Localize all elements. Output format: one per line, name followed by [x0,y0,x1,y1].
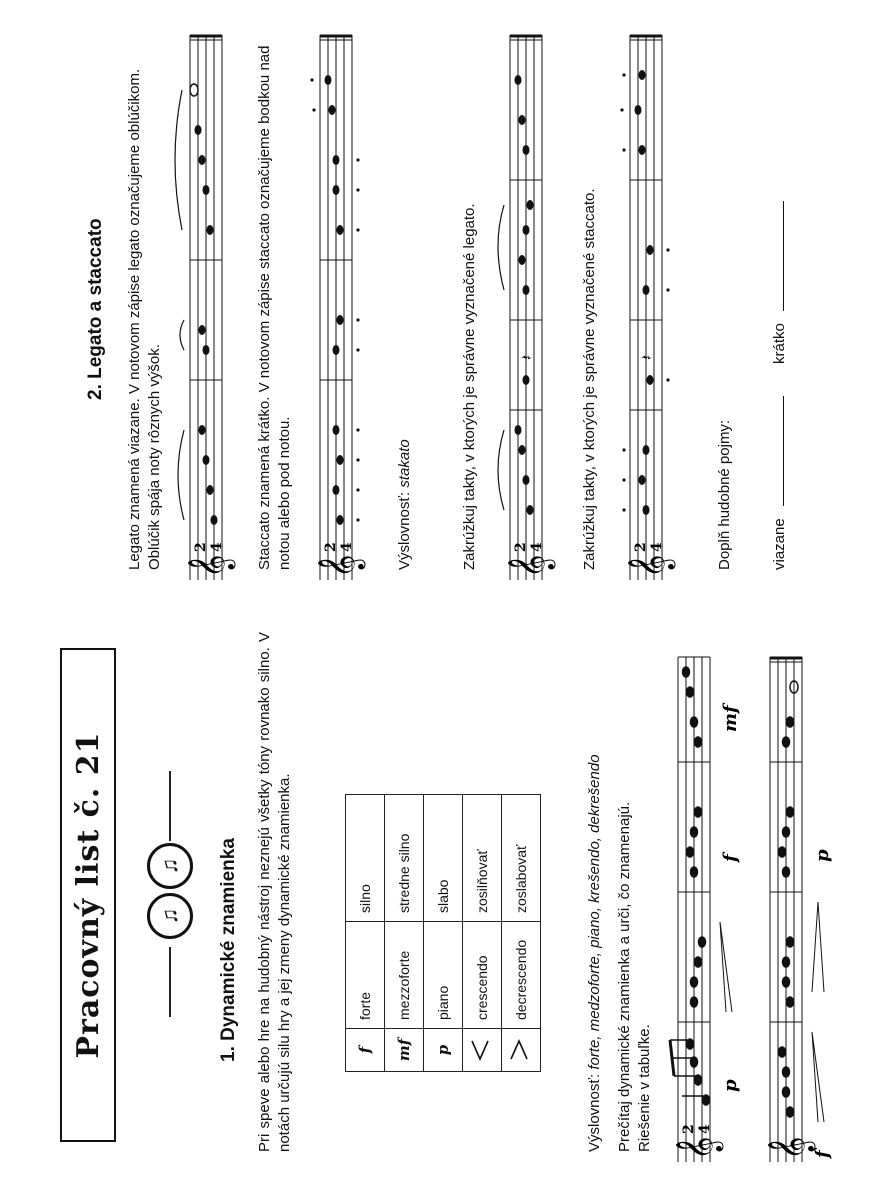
svg-text:4: 4 [339,542,355,552]
music-staff-1 [668,642,748,1162]
crescendo-symbol [463,1029,502,1072]
svg-text:𝄞: 𝄞 [318,554,364,578]
note-icons [145,777,195,1017]
svg-text:2: 2 [323,542,339,552]
svg-text:p: p [720,1079,741,1092]
svg-text:𝄞: 𝄞 [768,1136,814,1160]
music-staff-2 [760,642,840,1162]
staccato-exercise-staff[interactable] [610,20,680,580]
dynamic-symbol: p [424,1029,463,1072]
staccato-staff [300,20,370,580]
svg-text:𝄞: 𝄞 [628,554,674,578]
eighth-note-icon: ♫ [147,893,193,939]
table-row: crescendo zosilňovať [463,795,502,1072]
decrescendo-symbol [502,1029,541,1072]
svg-text:𝄽: 𝄽 [637,355,656,360]
section1-task: Prečítaj dynamické znamienka a urči, čo znamenajú. Riešenie v tabuľke. [616,801,653,1152]
section1-intro: Pri speve alebo hre na hudobný nástroj neznejú všetky tóny rovnako silno. V notách určujú silu hry a jej zmeny dynamické znamienka. [256,632,293,1152]
dynamics-table [345,794,541,1072]
right-column [0,10,871,580]
section1-pronunciation: Výslovnosť: forte, medzoforte, piano, krešendo, dekrešendo [586,754,603,1152]
table-row: p piano slabo [424,795,463,1072]
svg-text:𝄞: 𝄞 [188,554,234,578]
svg-text:𝄞: 𝄞 [508,554,554,578]
svg-text:2: 2 [681,1124,697,1134]
svg-text:mf: mf [720,705,741,732]
table-row: mf mezzoforte stredne silno [385,795,424,1072]
svg-text:2: 2 [513,542,529,552]
svg-text:4: 4 [697,1124,713,1134]
svg-text:2: 2 [193,542,209,552]
fill-label: Doplň hudobné pojmy: [716,419,733,570]
dynamic-symbol: mf [385,1029,424,1072]
fill-blank-2[interactable] [783,201,784,311]
dynamic-symbol: f [346,1029,385,1072]
staccato-pronunciation: Výslovnosť: stakato [396,439,413,570]
fill-term-1: viazane [771,518,788,570]
svg-text:4: 4 [649,542,665,552]
left-column [0,622,871,1182]
svg-text:4: 4 [529,542,545,552]
svg-text:2: 2 [633,542,649,552]
svg-text:𝄞: 𝄞 [676,1136,722,1160]
table-row: decrescendo zoslabovať [502,795,541,1072]
legato-text: Legato znamená viazane. V notovom zápise legato označujeme oblúčikom. Oblúčik spája noty rôznych výšok. [126,68,163,570]
svg-text:f: f [812,1150,833,1158]
fill-term-2: krátko [771,323,788,364]
fill-row [770,30,790,570]
legato-exercise-staff[interactable] [490,20,560,580]
page-title: Pracovný list č. 21 [70,731,106,1059]
svg-text:4: 4 [209,542,225,552]
eighth-note-icon: ♫ [147,843,193,889]
staccato-text: Staccato znamená krátko. V notovom zápise staccato označujeme bodkou nad notou alebo pod notou. [256,45,293,570]
staccato-task: Zakrúžkuj takty, v ktorých je správne vyznačené staccato. [581,188,598,570]
table-row: f forte silno [346,795,385,1072]
section2-heading: 2. Legato a staccato [85,218,106,400]
svg-text:𝄽: 𝄽 [517,355,536,360]
fill-blank-1[interactable] [783,396,784,506]
title-box [60,648,116,1142]
legato-task: Zakrúžkuj takty, v ktorých je správne vyznačené legato. [461,203,478,570]
section1-heading: 1. Dynamické znamienka [218,838,239,1062]
svg-text:f: f [720,854,741,862]
legato-staff [170,20,240,580]
svg-text:p: p [812,849,833,862]
